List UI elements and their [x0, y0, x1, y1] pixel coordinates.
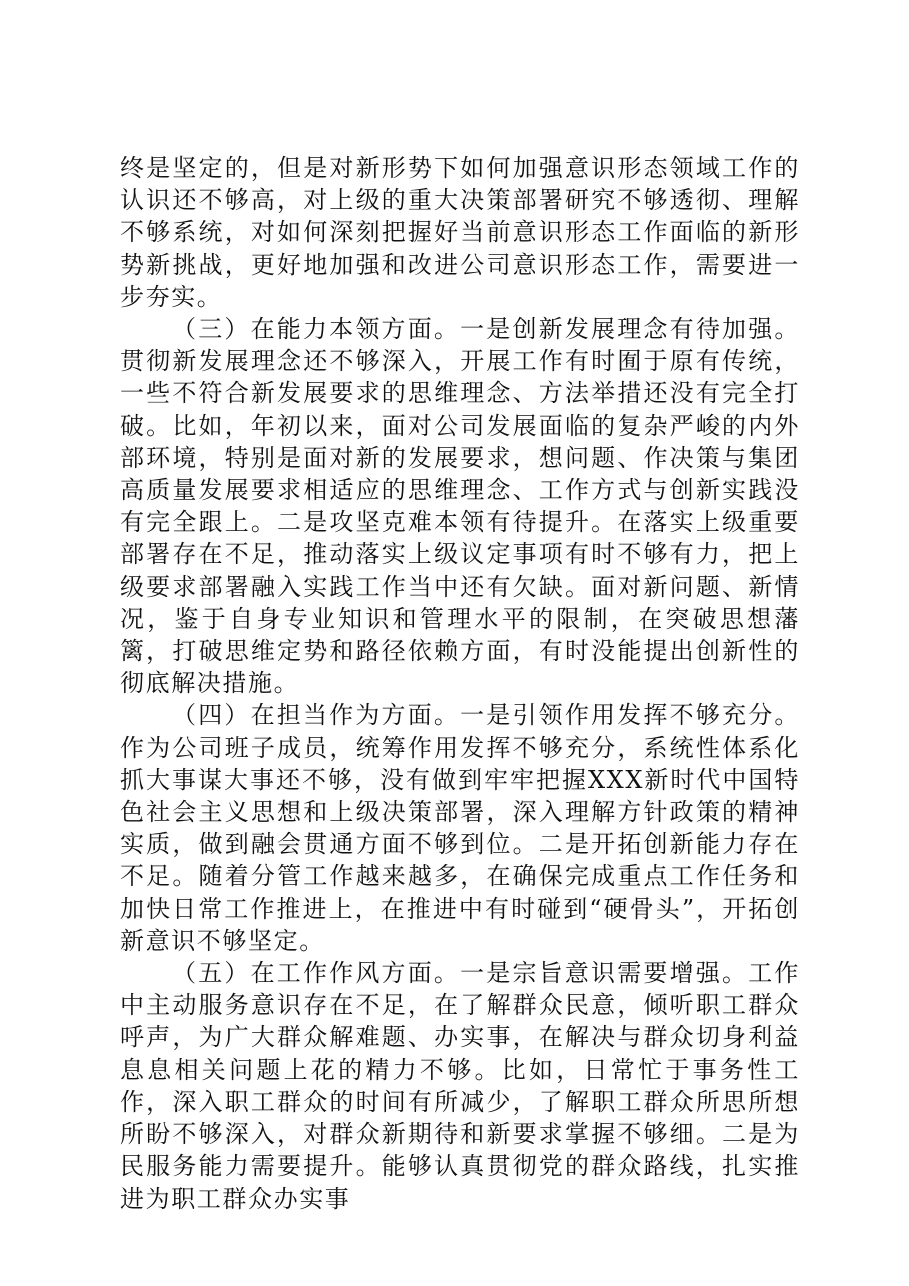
document-body: [120, 152, 800, 1215]
paragraph-1: 终是坚定的，但是对新形势下如何加强意识形态领域工作的认识还不够高，对上级的重大决策部署研究不够透彻、理解不够系统，对如何深刻把握好当前意识形态工作面临的新形势新挑战，更好地加强和改进公司意识形态工作，需要进一步夯实。: [120, 154, 800, 311]
paragraph-4: （五）在工作作风方面。一是宗旨意识需要增强。工作中主动服务意识存在不足，在了解群众民意，倾听职工群众呼声，为广大群众解难题、办实事，在解决与群众切身利益息息相关问题上花的精力不够。比如，日常忙于事务性工作，深入职工群众的时间有所减少，了解职工群众所思所想所盼不够深入，对群众新期待和新要求掌握不够细。二是为民服务能力需要提升。能够认真贯彻党的群众路线，扎实推进为职工群众办实事: [120, 959, 800, 1213]
paragraph-3: （四）在担当作为方面。一是引领作用发挥不够充分。作为公司班子成员，统筹作用发挥不够充分，系统性体系化抓大事谋大事还不够，没有做到牢牢把握XXX新时代中国特色社会主义思想和上级决策部署，深入理解方针政策的精神实质，做到融会贯通方面不够到位。二是开拓创新能力存在不足。随着分管工作越来越多，在确保完成重点工作任务和加快日常工作推进上，在推进中有时碰到“硬骨头”，开拓创新意识不够坚定。: [120, 701, 800, 955]
paragraph-2: （三）在能力本领方面。一是创新发展理念有待加强。贯彻新发展理念还不够深入，开展工作有时囿于原有传统，一些不符合新发展要求的思维理念、方法举措还没有完全打破。比如，年初以来，面对公司发展面临的复杂严峻的内外部环境，特别是面对新的发展要求，想问题、作决策与集团高质量发展要求相适应的思维理念、工作方式与创新实践没有完全跟上。二是攻坚克难本领有待提升。在落实上级重要部署存在不足，推动落实上级议定事项有时不够有力，把上级要求部署融入实践工作当中还有欠缺。面对新问题、新情况，鉴于自身专业知识和管理水平的限制，在突破思想藩篱，打破思维定势和路径依赖方面，有时没能提出创新性的彻底解决措施。: [120, 315, 800, 698]
